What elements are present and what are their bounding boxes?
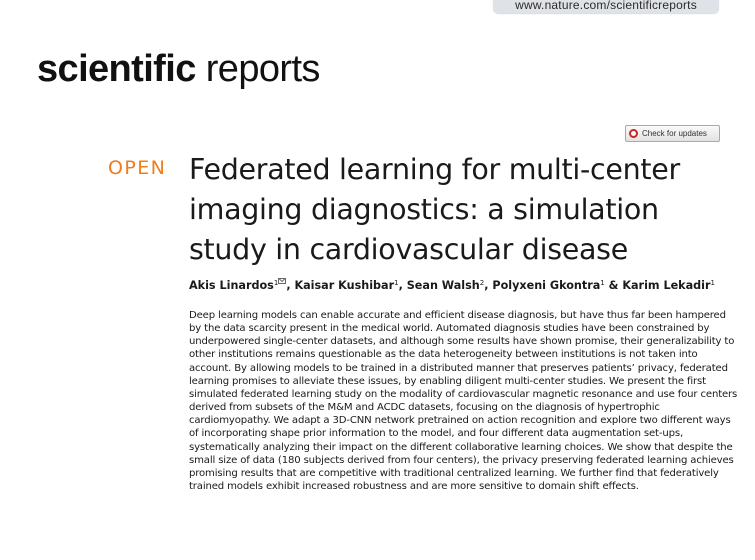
author-name[interactable]: Karim Lekadir <box>622 279 711 292</box>
author-affiliation: 2 <box>479 279 485 287</box>
author-name[interactable]: Akis Linardos <box>189 279 274 292</box>
journal-logo <box>37 46 320 92</box>
check-for-updates-button[interactable] <box>625 125 720 142</box>
author-name[interactable]: Polyxeni Gkontra <box>492 279 601 292</box>
check-for-updates-label: Check for updates <box>642 128 707 138</box>
open-access-label: OPEN <box>108 157 167 179</box>
author-name[interactable]: Kaisar Kushibar <box>294 279 395 292</box>
journal-url-tab[interactable] <box>493 0 719 13</box>
author-separator: , <box>286 279 291 292</box>
author-affiliation: 1 <box>273 279 279 287</box>
logo-word-scientific: scientific <box>37 48 196 90</box>
author-affiliation: 1 <box>600 279 605 287</box>
author-name[interactable]: Sean Walsh <box>406 279 480 292</box>
mail-icon[interactable] <box>278 278 286 284</box>
author-list <box>189 278 749 293</box>
logo-word-reports: reports <box>205 48 320 90</box>
author-affiliation: 1 <box>710 279 716 287</box>
author-separator: & <box>608 279 619 292</box>
crossmark-icon <box>629 129 638 138</box>
abstract-text: Deep learning models can enable accurate and efficient disease diagnosis, but have thus far been hampered by the data scarcity present in the medical world. Automated diagnosis studies have been constrained by underpowered single-center datasets, and although some results have shown promise, their generalizability to other institutions remains questionable as the data heterogeneity between institutions is not taken into account. By allowing models to be trained in a distributed manner that preserves patients’ privacy, federated learning promises to alleviate these issues, by enabling diligent multi-center studies. We present the first simulated federated learning study on the modality of cardiovascular magnetic resonance and use four centers derived from subsets of the M&M and ACDC datasets, focusing on the diagnosis of hypertrophic cardiomyopathy. We adapt a 3D-CNN network pretrained on action recognition and explore two different ways of incorporating shape prior information to the model, and four different data augmentation set-ups, systematically analyzing their impact on the different collaborative learning choices. We show that despite the small size of data (180 subjects derived from four centers), the privacy preserving federated learning achieves promising results that are competitive with traditional centralized learning. We further find that federatively trained models exhibit increased robustness and are more sensitive to domain shift effects. <box>189 310 738 493</box>
article-title: Federated learning for multi-center imaging diagnostics: a simulation study in cardiovascular disease <box>189 153 680 266</box>
author-separator: , <box>398 279 403 292</box>
author-affiliation: 1 <box>394 279 399 287</box>
author-separator: , <box>484 279 489 292</box>
journal-url[interactable]: www.nature.com/scientificreports <box>515 0 697 12</box>
